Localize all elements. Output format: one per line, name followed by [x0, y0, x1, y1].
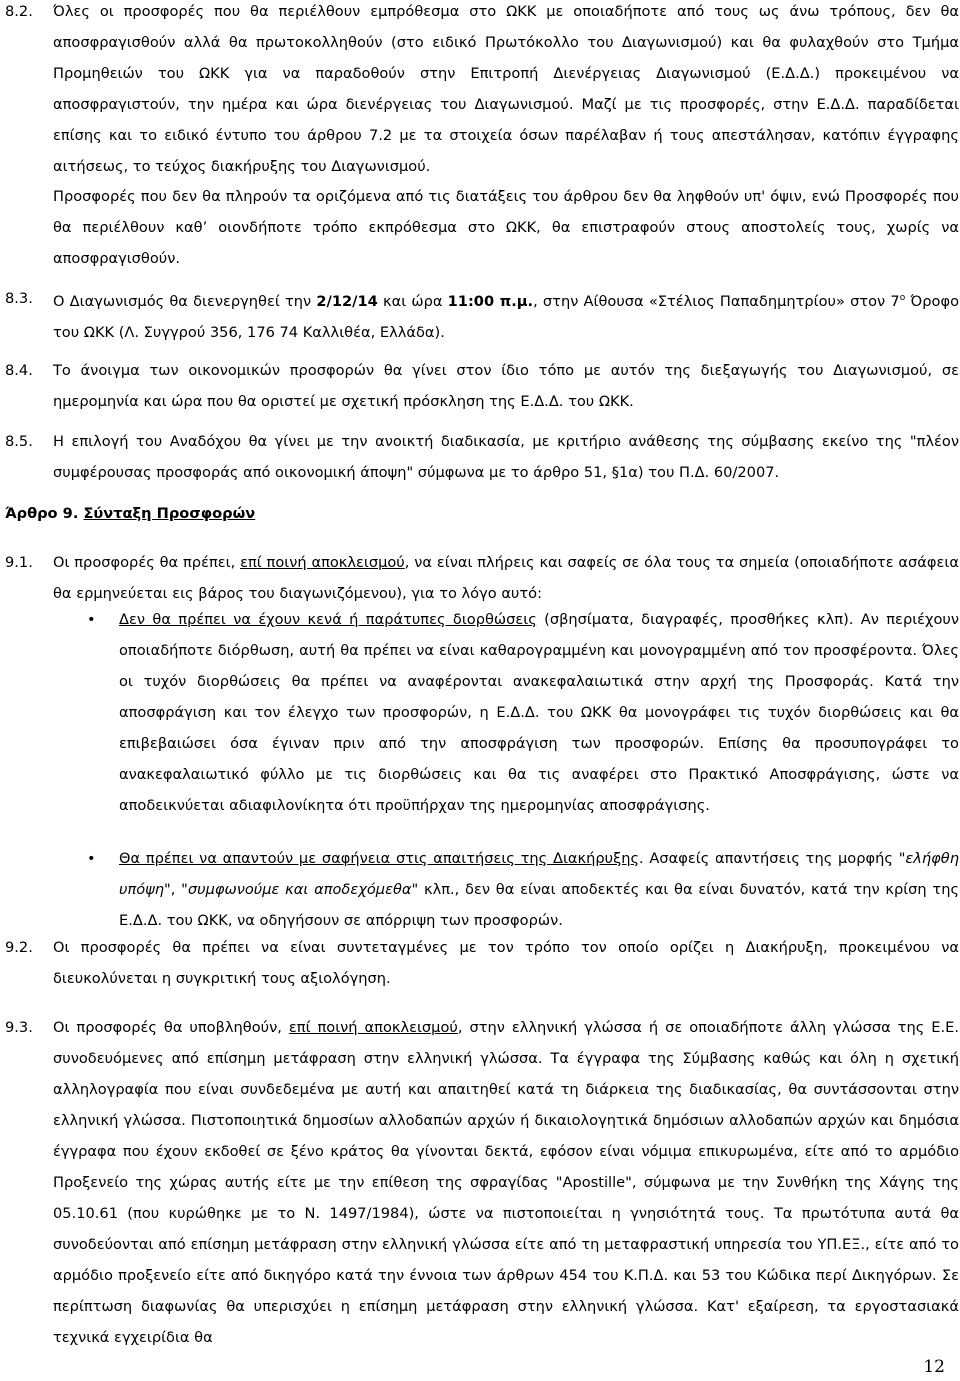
text-run: Οι προσφορές θα υποβληθούν, — [53, 1019, 289, 1036]
text-run: . Ασαφείς απαντήσεις της μορφής " — [639, 850, 906, 867]
superscript: ο — [899, 293, 906, 303]
section-number: 8.3. — [5, 290, 33, 307]
time-value: 11:00 π.μ. — [447, 292, 534, 310]
section-number: 8.5. — [5, 433, 33, 450]
section-number: 8.4. — [5, 362, 33, 379]
section-text: Όλες οι προσφορές που θα περιέλθουν εμπρόθεσμα στο ΩΚΚ με οποιαδήποτε από τους ως άνω τρόπους, δεν θα αποσφραγισθούν αλλά θα πρωτοκολληθούν (στο ειδικό Πρωτόκολλο του Διαγωνισμού) και θα φυλαχθούν στο Τμήμα Προμηθειών του ΩΚΚ για να παραδοθούν στην Επιτροπή Διενέργειας Διαγωνισμού (Ε.Δ.Δ.) προκειμένου να αποσφραγιστούν, την ημέρα και ώρα διενέργειας του Διαγωνισμού. Μαζί με τις προσφορές, στην Ε.Δ.Δ. παραδίδεται επίσης και το ειδικό έντυπο του άρθρου 7.2 με τα στοιχεία όσων παρέλαβαν ή τους απεστάλησαν, κατόπιν έγγραφης αιτήσεως, το τεύχος διακήρυξης του Διαγωνισμού. — [53, 3, 959, 175]
section-text — [53, 283, 959, 348]
bullet-icon: • — [87, 611, 96, 628]
text-run: Οι προσφορές θα πρέπει, — [53, 554, 241, 571]
section-text — [53, 547, 959, 609]
italic-text: ελήφθη υπόψη — [119, 850, 959, 898]
page-number: 12 — [923, 1357, 945, 1377]
section-text: Η επιλογή του Αναδόχου θα γίνει με την ανοικτή διαδικασία, με κριτήριο ανάθεσης της σύμβασης εκείνο της "πλέον συμφέρουσας προσφοράς από οικονομική άποψη" σύμφωνα με το άρθρο 51, §1α) του Π.Δ. 60/2007. — [53, 433, 959, 481]
article-title: Σύνταξη Προσφορών — [83, 505, 256, 522]
text-run: Ο Διαγωνισμός θα διενεργηθεί την — [53, 292, 317, 310]
date-value: 2/12/14 — [316, 292, 378, 310]
text-run: " κλπ., δεν θα είναι αποδεκτές και θα είναι δυνατόν, κατά την κρίση της Ε.Δ.Δ. του ΩΚΚ, να οδηγήσουν σε απόρριψη των προσφορών. — [119, 881, 960, 929]
article-label: Άρθρο 9 — [5, 505, 73, 522]
separator: . — [72, 505, 84, 522]
section-text: Το άνοιγμα των οικονομικών προσφορών θα γίνει στον ίδιο τόπο με αυτόν της διεξαγωγής του Διαγωνισμού, σε ημερομηνία και ώρα που θα οριστεί με σχετική πρόσκληση της Ε.Δ.Δ. του ΩΚΚ. — [53, 362, 959, 410]
section-number: 9.2. — [5, 939, 33, 956]
text-run: , να είναι πλήρεις και σαφείς σε όλα τους τα σημεία (οποιαδήποτε ασάφεια θα ερμηνεύεται εις βάρος του διαγωνιζόμενου), για το λόγο αυτό: — [53, 554, 959, 602]
text-run: ", " — [164, 881, 188, 898]
underlined-text: Δεν θα πρέπει να έχουν κενά ή παράτυπες διορθώσεις — [119, 611, 537, 628]
bullet-text — [119, 843, 959, 936]
text-run: (σβησίματα, διαγραφές, προσθήκες κλπ). Αν περιέχουν οποιαδήποτε διόρθωση, αυτή θα πρέπει να είναι καθαρογραμμένη και μονογραμμένη από τον προσφέροντα. Όλες οι τυχόν διορθώσεις θα πρέπει να αναφέρονται ανακεφαλαιωτικά στην αρχή της Προσφοράς. Κατά την αποσφράγιση και τον έλεγχο των προσφορών, η Ε.Δ.Δ. του ΩΚΚ θα μονογράφει τις τυχόν διορθώσεις και θα επιβεβαιώσει όσα έγιναν πριν από την αποσφράγιση των προσφορών. Επίσης θα προσυπογράφει το ανακεφαλαιωτικό φύλλο με τις διορθώσεις και θα τις αναφέρει στο Πρακτικό Αποσφράγισης, ώστε να αποδεικνύεται αδιαφιλονίκητα ότι προϋπήρχαν της ημερομηνίας αποσφράγισης. — [119, 611, 959, 814]
section-number: 9.1. — [5, 554, 33, 571]
section-text — [53, 1012, 959, 1353]
text-run: , στην ελληνική γλώσσα ή σε οποιαδήποτε άλλη γλώσσα της Ε.Ε. συνοδευόμενες από επίσημη μετάφραση στην ελληνική γλώσσα. Τα έγγραφα της Σύμβασης καθώς και όλη η σχετική αλληλογραφία που είναι συνδεδεμένα με αυτή και απαιτηθεί κατά τη διάρκεια της διαδικασίας, θα συντάσσονται στην ελληνική γλώσσα. Πιστοποιητικά δημοσίων αλλοδαπών αρχών ή δικαιολογητικά δημόσιων αλλοδαπών αρχών και δημόσια έγγραφα που έχουν εκδοθεί σε ξένο κράτος θα γίνονται δεκτά, εφόσον είναι νόμιμα επικυρωμένα, είτε από το αρμόδιο Προξενείο της χώρας αυτής είτε με την επίθεση της σφραγίδας "Apostille", σύμφωνα με την Συνθήκη της Χάγης της 05.10.61 (που κυρώθηκε με το Ν. 1497/1984), ώστε να πιστοποιείται η γνησιότητά τους. Τα πρωτότυπα αυτά θα συνοδεύονται από επίσημη μετάφραση στην ελληνική γλώσσα είτε από τη μεταφραστική υπηρεσία του ΥΠ.ΕΞ., είτε από το αρμόδιο προξενείο είτε από δικηγόρο κατά την έννοια των άρθρων 454 του Κ.Π.Δ. και 53 του Κώδικα περί Δικηγόρων. Σε περίπτωση διαφωνίας θα υπερισχύει η επίσημη μετάφραση στην ελληνική γλώσσα. Κατ' εξαίρεση, τα εργοστασιακά τεχνικά εγχειρίδια θα — [53, 1019, 959, 1346]
underlined-text: Θα πρέπει να απαντούν με σαφήνεια στις απαιτήσεις της Διακήρυξης — [119, 850, 640, 867]
article-heading — [5, 498, 255, 529]
bullet-text — [119, 604, 959, 821]
section-number: 9.3. — [5, 1019, 33, 1036]
text-run: , στην Αίθουσα «Στέλιος Παπαδημητρίου» στον 7 — [533, 292, 900, 310]
text-run: και ώρα — [377, 292, 448, 310]
section-number: 8.2. — [5, 3, 33, 20]
section-text: Προσφορές που δεν θα πληρούν τα οριζόμενα από τις διατάξεις του άρθρου δεν θα ληφθούν υπ' όψιν, ενώ Προσφορές που θα περιέλθουν καθ’ οιονδήποτε τρόπο εκπρόθεσμα στο ΩΚΚ, θα επιστραφούν στους αποστολείς τους, χωρίς να αποσφραγισθούν. — [53, 188, 959, 267]
text-run: Όροφο του ΩΚΚ (Λ. Συγγρού 356, 176 74 Καλλιθέα, Ελλάδα). — [53, 292, 959, 341]
underlined-text: επί ποινή αποκλεισμού — [240, 554, 405, 571]
italic-text: συμφωνούμε και αποδεχόμεθα — [187, 881, 412, 898]
underlined-text: επί ποινή αποκλεισμού — [288, 1019, 458, 1036]
section-text: Οι προσφορές θα πρέπει να είναι συντεταγμένες με τον τρόπο τον οποίο ορίζει η Διακήρυξη, προκειμένου να διευκολύνεται η συγκριτική τους αξιολόγηση. — [53, 939, 959, 987]
bullet-icon: • — [87, 850, 96, 867]
